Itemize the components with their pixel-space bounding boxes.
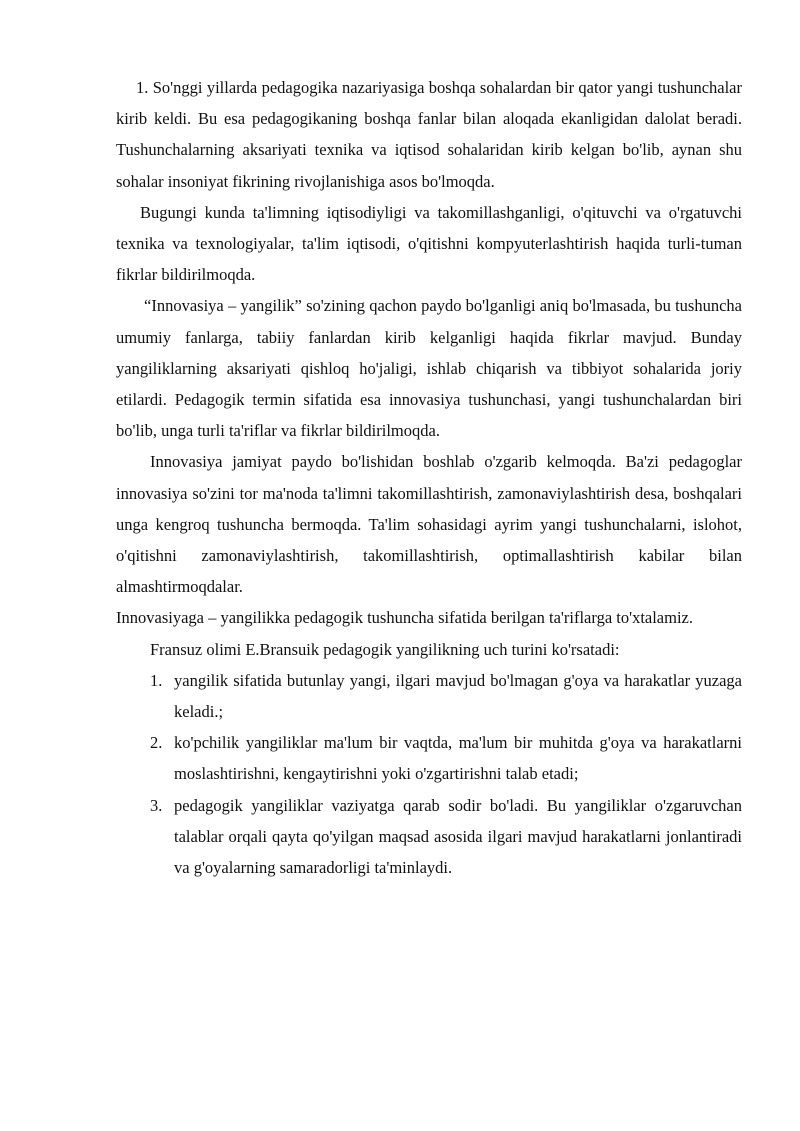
list-item-number: 3. [150, 795, 163, 815]
list-item-number: 2. [150, 733, 163, 753]
paragraph-definitions: Innovasiyaga – yangilikka pedagogik tushuncha sifatida berilgan ta'riflarga to'xtalamiz. [116, 608, 694, 628]
innovation-types-list [116, 665, 742, 883]
list-item-text: ko'pchilik yangiliklar ma'lum bir vaqtda, ma'lum bir muhitda g'oya va harakatlarni moslashtirishni, kengaytirishni yoki o'zgartirishni talab etadi; [174, 733, 742, 784]
list-item [116, 790, 742, 884]
paragraph-intro: 1. So'nggi yillarda pedagogika nazariyasiga boshqa sohalardan bir qator yangi tushunchalar kirib keldi. Bu esa pedagogikaning boshqa fanlar bilan aloqada ekanligidan dalolat beradi. Tushunchalarning aksariyati texnika va iqtisod sohalaridan kirib kelgan bo'lib, aynan shu sohalar insoniyat fikrining rivojlanishiga asos bo'lmoqda. [116, 78, 742, 191]
paragraph-bransuik: Fransuz olimi E.Bransuik pedagogik yangilikning uch turini ko'rsatadi: [150, 639, 620, 659]
paragraph-innovation-origin: “Innovasiya – yangilik” so'zining qachon paydo bo'lganligi aniq bo'lmasada, bu tushuncha umumiy fanlarga, tabiiy fanlardan kirib kelganligi haqida fikrlar mavjud. Bunday yangiliklarning aksariyati qishloq ho'jaligi, ishlab chiqarish va tibbiyot sohalarida joriy etilardi. Pedagogik termin sifatida esa innovasiya tushunchasi, yangi tushunchalardan biri bo'lib, unga turli ta'riflar va fikrlar bildirilmoqda. [116, 296, 742, 441]
paragraph-innovation-meaning: Innovasiya jamiyat paydo bo'lishidan boshlab o'zgarib kelmoqda. Ba'zi pedagoglar innovasiya so'zini tor ma'noda ta'limni takomillashtirish, zamonaviylashtirish desa, boshqalari unga kengroq tushuncha bermoqda. Ta'lim sohasidagi ayrim yangi tushunchalarni, islohot, o'qitishni zamonaviylashtirish, takomillashtirish, optimallashtirish kabilar bilan almashtirmoqdalar. [116, 452, 742, 597]
list-item-text: yangilik sifatida butunlay yangi, ilgari mavjud bo'lmagan g'oya va harakatlar yuzaga keladi.; [174, 670, 742, 722]
list-item [116, 727, 742, 789]
list-item-number: 1. [150, 670, 163, 690]
paragraph-today: Bugungi kunda ta'limning iqtisodiyligi va takomillashganligi, o'qituvchi va o'rgatuvchi texnika va texnologiyalar, ta'lim iqtisodi, o'qitishni kompyuterlashtirish haqida turli-tuman fikrlar bildirilmoqda. [116, 202, 742, 285]
list-item-text: pedagogik yangiliklar vaziyatga qarab sodir bo'ladi. Bu yangiliklar o'zgaruvchan talablar orqali qayta qo'yilgan maqsad asosida ilgari mavjud harakatlarni jonlantiradi va g'oyalarning samaradorligi ta'minlaydi. [174, 795, 742, 878]
document-page [116, 72, 742, 883]
list-item [116, 665, 742, 727]
